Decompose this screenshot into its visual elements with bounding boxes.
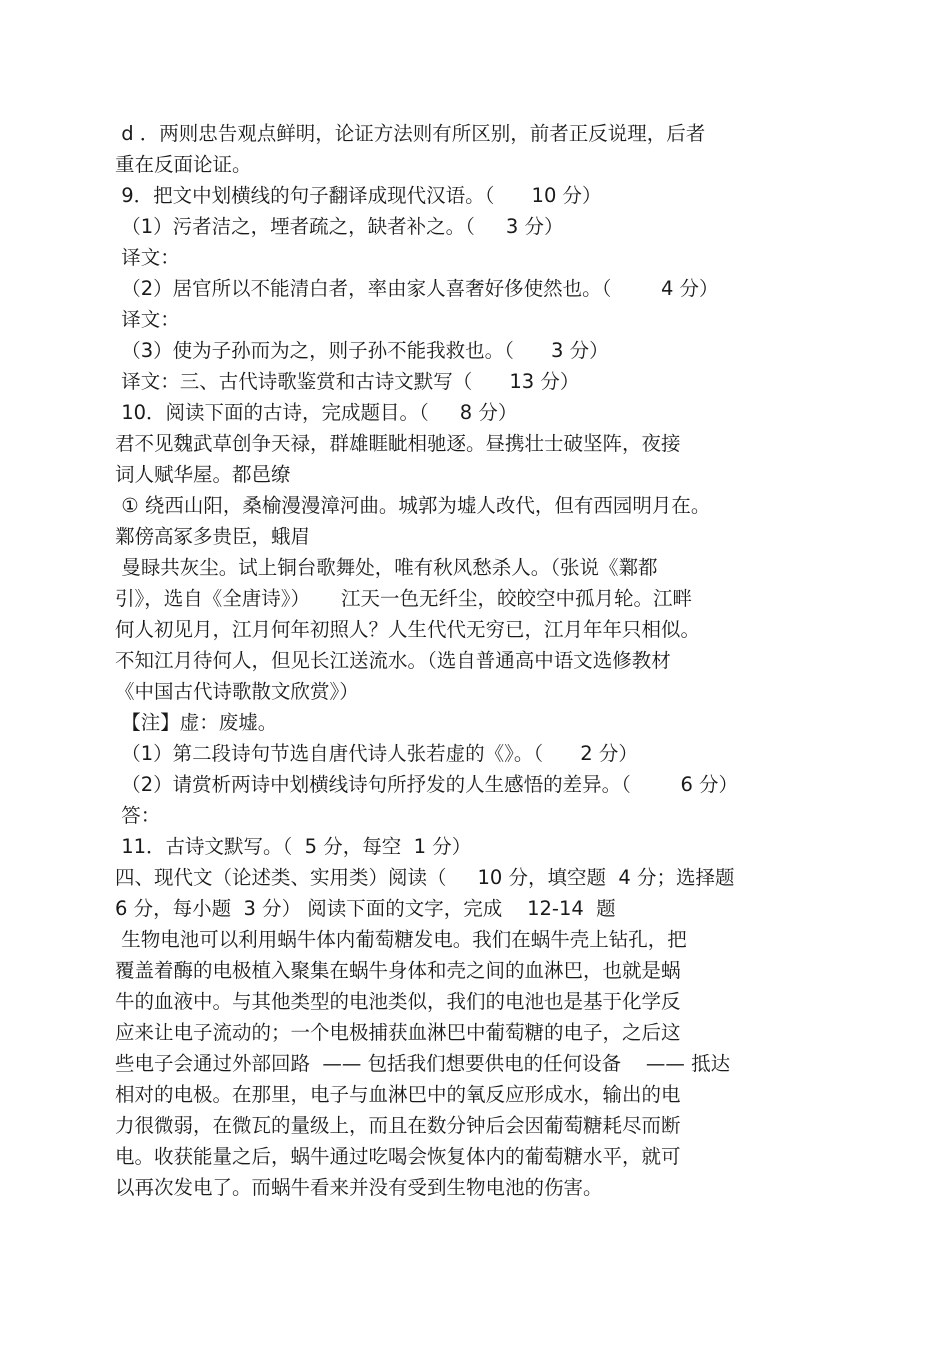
text-line: 牛的血液中。与其他类型的电池类似，我们的电池也是基于化学反 [115, 990, 681, 1013]
text-line: d ．两则忠告观点鲜明，论证方法则有所区别，前者正反说理，后者 [115, 122, 706, 145]
text-line: 答： [115, 804, 161, 827]
text-line: 译文： [115, 308, 180, 331]
text-line: 10．阅读下面的古诗，完成题目。（ 8 分） [115, 401, 518, 424]
text-line: 11．古诗文默写。（ 5 分，每空 1 分） [115, 835, 472, 858]
text-line: 覆盖着酶的电极植入聚集在蜗牛身体和壳之间的血淋巴，也就是蜗 [115, 959, 681, 982]
text-line: 力很微弱，在微瓦的量级上，而且在数分钟后会因葡萄糖耗尽而断 [115, 1114, 681, 1137]
text-line: 电。收获能量之后，蜗牛通过吃喝会恢复体内的葡萄糖水平，就可 [115, 1145, 681, 1168]
text-line: 6 分，每小题 3 分） 阅读下面的文字，完成 12-14 题 [115, 897, 616, 920]
text-line: 四、现代文（论述类、实用类）阅读（ 10 分，填空题 4 分；选择题 [115, 866, 735, 889]
text-line: 生物电池可以利用蜗牛体内葡萄糖发电。我们在蜗牛壳上钻孔，把 [115, 928, 687, 951]
text-line: 君不见魏武草创争天禄，群雄睚眦相驰逐。昼携壮士破坚阵，夜接 [115, 432, 681, 455]
text-line: 译文：三、古代诗歌鉴赏和古诗文默写（ 13 分） [115, 370, 580, 393]
text-line: 鄴傍高冢多贵臣，蛾眉 [115, 525, 311, 548]
text-line: 重在反面论证。 [115, 153, 252, 176]
text-line: 词人赋华屋。都邑缭 [115, 463, 291, 486]
text-line: 译文： [115, 246, 180, 269]
text-line: 些电子会通过外部回路 —— 包括我们想要供电的任何设备 —— 抵达 [115, 1052, 731, 1075]
text-line: （3）使为子孙而为之，则子孙不能我救也。（ 3 分） [115, 339, 609, 362]
text-line: 不知江月待何人，但见长江送流水。（选自普通高中语文选修教材 [115, 649, 671, 672]
text-line: 9．把文中划横线的句子翻译成现代汉语。（ 10 分） [115, 184, 602, 207]
text-line: ① 绕西山阳，桑榆漫漫漳河曲。城郭为墟人改代，但有西园明月在。 [115, 494, 711, 517]
text-line: （2）居官所以不能清白者，率由家人喜奢好侈使然也。（ 4 分） [115, 277, 719, 300]
text-line: 应来让电子流动的；一个电极捕获血淋巴中葡萄糖的电子，之后这 [115, 1021, 681, 1044]
text-line: 相对的电极。在那里，电子与血淋巴中的氧反应形成水，输出的电 [115, 1083, 681, 1106]
text-line: 【注】虚：废墟。 [115, 711, 278, 734]
text-line: 曼睩共灰尘。试上铜台歌舞处，唯有秋风愁杀人。（张说《鄴都 [115, 556, 658, 579]
text-line: （2）请赏析两诗中划横线诗句所抒发的人生感悟的差异。（ 6 分） [115, 773, 739, 796]
text-line: 何人初见月，江月何年初照人？人生代代无穷已，江月年年只相似。 [115, 618, 701, 641]
text-line: 引》，选自《全唐诗》） 江天一色无纤尘，皎皎空中孤月轮。江畔 [115, 587, 692, 610]
text-line: 《中国古代诗歌散文欣赏》） [115, 680, 359, 703]
text-line: （1）污者洁之，堙者疏之，缺者补之。（ 3 分） [115, 215, 564, 238]
text-line: （1）第二段诗句节选自唐代诗人张若虚的《》。（ 2 分） [115, 742, 638, 765]
text-line: 以再次发电了。而蜗牛看来并没有受到生物电池的伤害。 [115, 1176, 603, 1199]
